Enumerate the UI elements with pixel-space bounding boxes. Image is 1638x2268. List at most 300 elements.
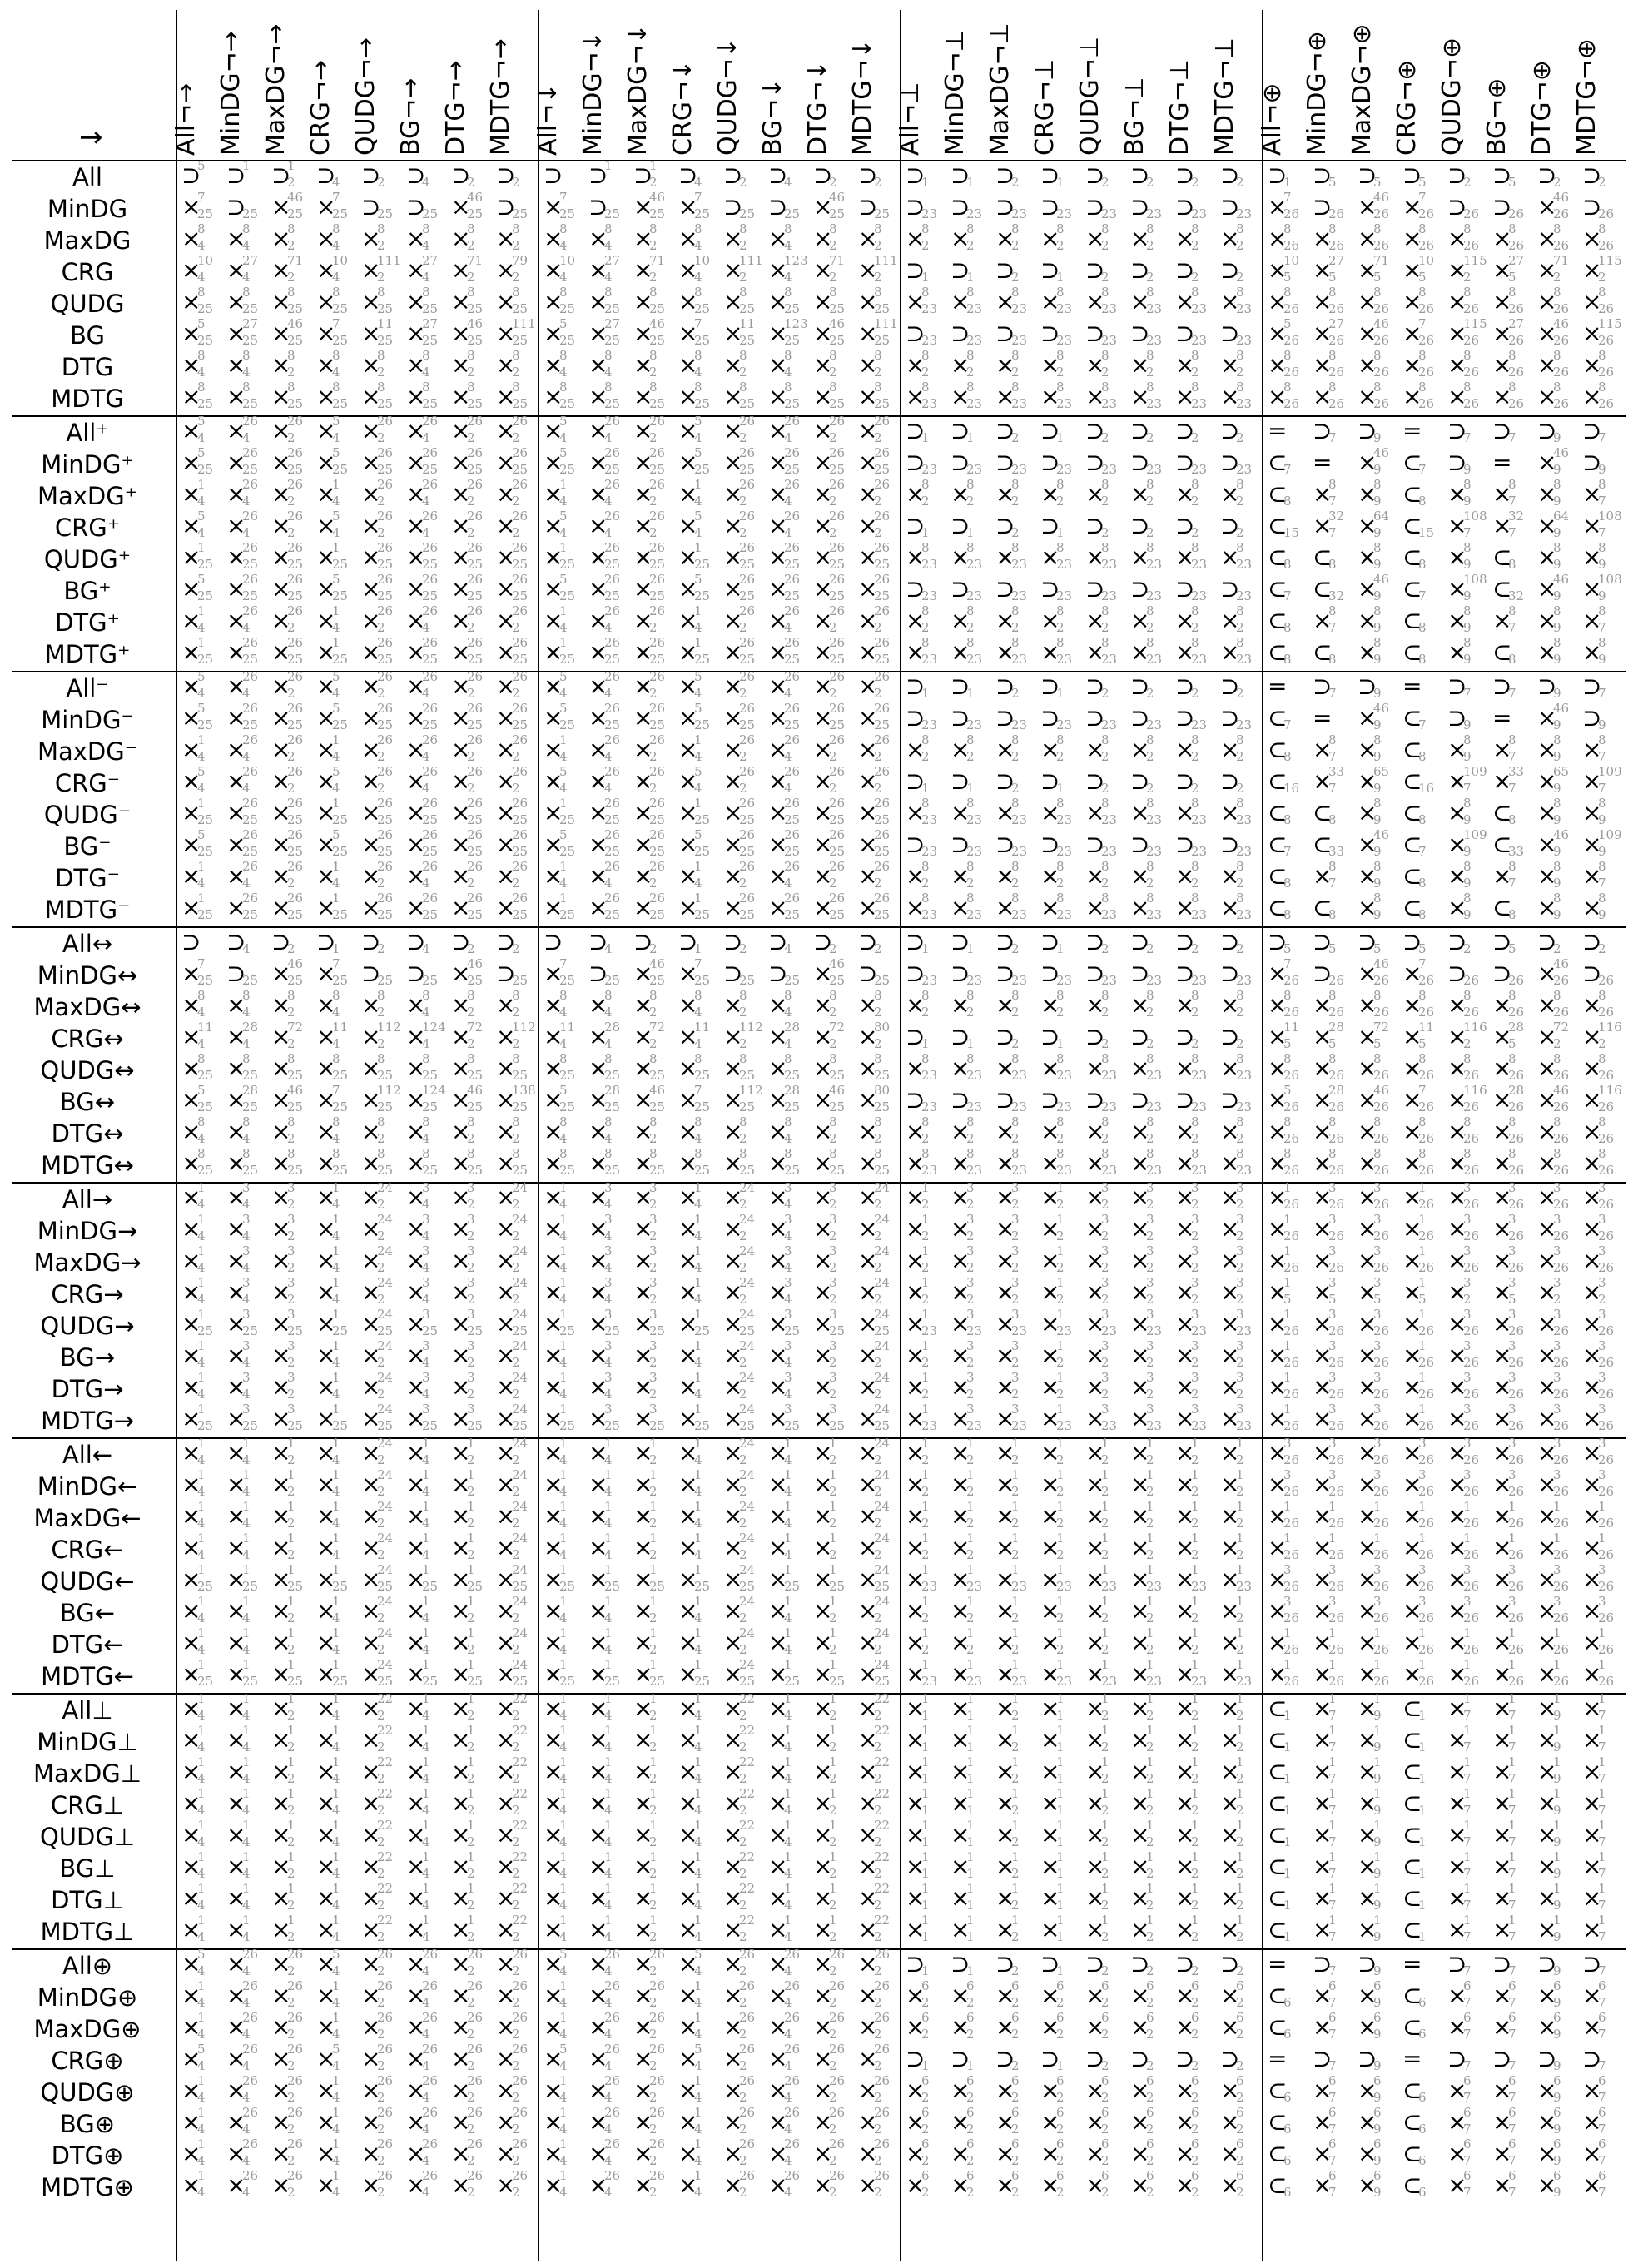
reference-subscript: 9 bbox=[1463, 719, 1472, 732]
relation-symbol: × bbox=[633, 1119, 653, 1144]
reference-subscript: 33 bbox=[1328, 846, 1344, 858]
reference-superscript: 3 bbox=[829, 1277, 837, 1289]
reference-subscript: 23 bbox=[1101, 975, 1117, 987]
relation-symbol: × bbox=[1358, 1407, 1377, 1432]
reference-subscript: 2 bbox=[739, 751, 747, 763]
reference-superscript: 26 bbox=[874, 447, 890, 459]
reference-subscript: 26 bbox=[1463, 1357, 1479, 1369]
relation-symbol: × bbox=[1040, 385, 1060, 409]
relation-symbol: × bbox=[1268, 321, 1287, 346]
relation-symbol: × bbox=[906, 608, 925, 633]
table-cell bbox=[359, 480, 402, 512]
reference-subscript: 4 bbox=[332, 751, 340, 763]
reference-subscript: 2 bbox=[512, 240, 520, 252]
reference-subscript: 25 bbox=[649, 1101, 665, 1114]
reference-subscript: 25 bbox=[197, 909, 213, 921]
relation-symbol: × bbox=[271, 737, 290, 762]
reference-superscript: 138 bbox=[512, 1084, 536, 1097]
reference-superscript: 3 bbox=[287, 1403, 295, 1416]
reference-superscript: 8 bbox=[467, 1053, 475, 1065]
relation-symbol: × bbox=[1537, 993, 1556, 1018]
reference-subscript: 5 bbox=[1373, 1293, 1382, 1306]
reference-subscript: 2 bbox=[1101, 1388, 1109, 1401]
relation-symbol: × bbox=[813, 419, 832, 444]
relation-symbol: × bbox=[858, 1407, 877, 1432]
reference-subscript: 25 bbox=[287, 814, 303, 826]
relation-symbol: × bbox=[1130, 1407, 1149, 1432]
reference-superscript: 10 bbox=[1283, 255, 1299, 267]
column-header bbox=[1128, 2, 1161, 156]
reference-subscript: 4 bbox=[197, 240, 206, 252]
reference-subscript: 25 bbox=[649, 1325, 665, 1337]
reference-subscript: 2 bbox=[1101, 1293, 1109, 1306]
reference-subscript: 4 bbox=[242, 687, 251, 700]
relation-symbol: × bbox=[633, 290, 653, 315]
reference-superscript: 3 bbox=[1598, 1340, 1606, 1352]
reference-superscript: 1 bbox=[559, 1277, 568, 1289]
reference-subscript: 23 bbox=[921, 846, 937, 858]
relation-symbol: × bbox=[858, 577, 877, 602]
table-cell bbox=[1265, 417, 1308, 449]
reference-superscript: 24 bbox=[512, 1245, 528, 1258]
relation-symbol: × bbox=[1537, 896, 1556, 921]
reference-superscript: 1 bbox=[287, 160, 295, 172]
table-cell bbox=[1038, 383, 1081, 414]
relation-symbol: × bbox=[678, 1280, 697, 1305]
relation-symbol: × bbox=[768, 1375, 787, 1400]
reference-subscript: 2 bbox=[377, 1038, 385, 1050]
reference-subscript: 26 bbox=[1463, 1325, 1479, 1337]
reference-subscript: 2 bbox=[1191, 687, 1199, 700]
relation-symbol: × bbox=[1582, 801, 1601, 826]
relation-symbol: × bbox=[1582, 640, 1601, 665]
table-cell bbox=[1310, 320, 1353, 351]
reference-subscript: 7 bbox=[1598, 782, 1606, 795]
reference-superscript: 3 bbox=[1191, 1372, 1199, 1384]
relation-symbol: ⊃ bbox=[361, 930, 380, 955]
relation-symbol: × bbox=[1582, 1343, 1601, 1368]
relation-symbol: × bbox=[858, 450, 877, 475]
reference-superscript: 26 bbox=[512, 829, 528, 841]
reference-superscript: 3 bbox=[1373, 1213, 1382, 1226]
reference-subscript: 2 bbox=[1056, 1388, 1065, 1401]
relation-symbol: × bbox=[1130, 1119, 1149, 1144]
reference-subscript: 2 bbox=[829, 1388, 837, 1401]
table-cell bbox=[404, 320, 447, 351]
reference-subscript: 25 bbox=[829, 909, 845, 921]
table-cell bbox=[269, 383, 312, 414]
reference-superscript: 26 bbox=[604, 702, 620, 715]
relation-symbol: × bbox=[588, 1088, 608, 1113]
reference-superscript: 26 bbox=[287, 637, 303, 649]
table-cell bbox=[224, 351, 267, 383]
reference-superscript: 3 bbox=[966, 1277, 975, 1289]
relation-symbol: × bbox=[1537, 1407, 1556, 1432]
reference-superscript: 8 bbox=[197, 1053, 206, 1065]
relation-symbol: ⊂ bbox=[1313, 832, 1332, 857]
relation-symbol: × bbox=[813, 832, 832, 857]
relation-symbol: × bbox=[1537, 353, 1556, 378]
table-cell bbox=[1083, 417, 1126, 449]
reference-superscript: 8 bbox=[1598, 1148, 1606, 1160]
relation-symbol: × bbox=[544, 993, 563, 1018]
reference-subscript: 4 bbox=[559, 527, 568, 539]
relation-symbol: ⊃ bbox=[406, 163, 425, 188]
table-cell bbox=[541, 320, 584, 351]
row-label: QUDG⁺ bbox=[0, 543, 175, 575]
reference-superscript: 8 bbox=[1236, 381, 1244, 394]
row-label: CRG↔ bbox=[0, 1023, 175, 1055]
column-header-label: DTG¬⊕ bbox=[1530, 60, 1555, 156]
relation-symbol: × bbox=[1085, 1185, 1104, 1210]
reference-superscript: 1 bbox=[694, 734, 702, 747]
reference-subscript: 2 bbox=[1146, 1133, 1154, 1145]
reference-superscript: 8 bbox=[512, 286, 520, 299]
reference-superscript: 8 bbox=[1101, 861, 1109, 873]
relation-symbol: × bbox=[1537, 1280, 1556, 1305]
relation-symbol: × bbox=[1358, 514, 1377, 538]
reference-subscript: 2 bbox=[649, 943, 658, 955]
relation-symbol: ⊃ bbox=[768, 930, 787, 955]
relation-symbol: ⊃ bbox=[1447, 706, 1467, 731]
relation-symbol: ⊃ bbox=[1582, 419, 1601, 444]
relation-symbol: × bbox=[451, 1407, 470, 1432]
reference-superscript: 33 bbox=[1508, 766, 1524, 778]
relation-symbol: × bbox=[1130, 896, 1149, 921]
reference-superscript: 26 bbox=[287, 702, 303, 715]
relation-symbol: × bbox=[1268, 195, 1287, 220]
reference-superscript: 26 bbox=[649, 542, 665, 554]
reference-superscript: 26 bbox=[287, 415, 303, 428]
relation-symbol: × bbox=[1582, 321, 1601, 346]
relation-symbol: ⊃ bbox=[1175, 930, 1194, 955]
reference-subscript: 2 bbox=[377, 782, 385, 795]
reference-superscript: 8 bbox=[874, 1053, 882, 1065]
reference-superscript: 5 bbox=[332, 702, 340, 715]
row-label: CRG⁺ bbox=[0, 512, 175, 543]
relation-symbol: × bbox=[633, 353, 653, 378]
reference-subscript: 4 bbox=[784, 527, 792, 539]
relation-symbol: ⊂ bbox=[1402, 514, 1422, 538]
relation-symbol: × bbox=[496, 1056, 515, 1081]
reference-subscript: 25 bbox=[377, 975, 393, 987]
reference-subscript: 2 bbox=[1056, 495, 1065, 508]
reference-subscript: 2 bbox=[1191, 432, 1199, 444]
reference-subscript: 4 bbox=[559, 1388, 568, 1401]
relation-symbol: × bbox=[1175, 1248, 1194, 1273]
relation-symbol: × bbox=[271, 993, 290, 1018]
relation-symbol: ⊃ bbox=[1220, 930, 1239, 955]
reference-subscript: 4 bbox=[242, 1388, 251, 1401]
relation-symbol: × bbox=[813, 769, 832, 794]
relation-symbol: × bbox=[951, 801, 970, 826]
table-cell bbox=[359, 449, 402, 480]
reference-superscript: 72 bbox=[1373, 1021, 1389, 1034]
table-cell bbox=[359, 417, 402, 449]
relation-symbol: × bbox=[271, 1343, 290, 1368]
relation-symbol: × bbox=[768, 1151, 787, 1176]
reference-subscript: 2 bbox=[1146, 240, 1154, 252]
column-header-label: BG¬→ bbox=[399, 77, 424, 156]
reference-subscript: 25 bbox=[377, 653, 393, 666]
reference-superscript: 8 bbox=[1598, 861, 1606, 873]
relation-symbol: × bbox=[361, 1025, 380, 1050]
relation-symbol: × bbox=[406, 1185, 425, 1210]
reference-subscript: 26 bbox=[1508, 1230, 1524, 1243]
reference-superscript: 46 bbox=[1373, 829, 1389, 841]
relation-symbol: × bbox=[226, 1151, 246, 1176]
relation-symbol: ⊂ bbox=[1402, 545, 1422, 570]
relation-symbol: × bbox=[226, 640, 246, 665]
relation-symbol: ⊃ bbox=[1492, 930, 1511, 955]
table-cell bbox=[1265, 480, 1308, 512]
reference-superscript: 3 bbox=[1101, 1340, 1109, 1352]
relation-symbol: × bbox=[496, 832, 515, 857]
relation-symbol: ⊃ bbox=[1220, 163, 1239, 188]
column-header-label: MinDG¬↓ bbox=[581, 31, 606, 156]
reference-superscript: 8 bbox=[921, 861, 930, 873]
relation-symbol: × bbox=[406, 1151, 425, 1176]
reference-superscript: 8 bbox=[287, 286, 295, 299]
reference-subscript: 26 bbox=[1328, 1069, 1344, 1082]
reference-superscript: 8 bbox=[242, 1053, 251, 1065]
table-cell bbox=[586, 256, 629, 288]
reference-superscript: 28 bbox=[242, 1021, 258, 1034]
reference-superscript: 8 bbox=[604, 223, 613, 236]
relation-symbol: × bbox=[316, 1185, 335, 1210]
reference-subscript: 25 bbox=[829, 1420, 845, 1432]
reference-superscript: 8 bbox=[649, 1116, 658, 1129]
reference-superscript: 71 bbox=[287, 255, 303, 267]
table-cell bbox=[993, 193, 1036, 225]
relation-symbol: × bbox=[678, 1088, 697, 1113]
reference-subscript: 25 bbox=[377, 558, 393, 571]
reference-superscript: 112 bbox=[512, 1021, 536, 1034]
table-cell bbox=[224, 256, 267, 288]
reference-subscript: 23 bbox=[966, 1325, 982, 1337]
reference-subscript: 2 bbox=[1011, 1133, 1020, 1145]
reference-subscript: 4 bbox=[422, 687, 430, 700]
reference-subscript: 23 bbox=[1011, 335, 1027, 347]
relation-symbol: × bbox=[181, 545, 201, 570]
reference-superscript: 8 bbox=[1101, 479, 1109, 491]
column-header-label: QUDG¬⊥ bbox=[1078, 37, 1103, 156]
reference-subscript: 5 bbox=[1373, 1038, 1382, 1050]
reference-subscript: 2 bbox=[739, 943, 747, 955]
reference-superscript: 115 bbox=[1598, 255, 1622, 267]
table-cell bbox=[1355, 256, 1398, 288]
reference-subscript: 23 bbox=[1236, 653, 1252, 666]
relation-symbol: × bbox=[1537, 1185, 1556, 1210]
reference-subscript: 9 bbox=[1373, 877, 1382, 890]
reference-subscript: 25 bbox=[467, 653, 483, 666]
reference-subscript: 25 bbox=[874, 208, 890, 221]
reference-subscript: 4 bbox=[422, 751, 430, 763]
reference-superscript: 8 bbox=[1011, 381, 1020, 394]
reference-superscript: 26 bbox=[784, 415, 800, 428]
relation-symbol: × bbox=[723, 1375, 742, 1400]
relation-symbol: × bbox=[406, 1441, 425, 1466]
reference-subscript: 25 bbox=[242, 846, 258, 858]
relation-symbol: ⊃ bbox=[1447, 674, 1467, 699]
reference-superscript: 3 bbox=[1463, 1182, 1472, 1194]
reference-subscript: 26 bbox=[1598, 1101, 1614, 1114]
reference-subscript: 25 bbox=[559, 1069, 575, 1082]
reference-subscript: 4 bbox=[604, 943, 613, 955]
reference-superscript: 28 bbox=[242, 1084, 258, 1097]
reference-superscript: 8 bbox=[1418, 1148, 1427, 1160]
relation-symbol: × bbox=[1537, 1119, 1556, 1144]
reference-subscript: 4 bbox=[559, 432, 568, 444]
reference-subscript: 23 bbox=[966, 208, 982, 221]
reference-subscript: 4 bbox=[559, 1293, 568, 1306]
relation-symbol: × bbox=[1175, 993, 1194, 1018]
table-cell bbox=[1265, 351, 1308, 383]
relation-symbol: ⊃ bbox=[1130, 163, 1149, 188]
reference-subscript: 25 bbox=[467, 558, 483, 571]
relation-symbol: ⊃ bbox=[1040, 195, 1060, 220]
reference-superscript: 8 bbox=[604, 381, 613, 394]
reference-superscript: 27 bbox=[242, 255, 258, 267]
reference-subscript: 2 bbox=[1598, 943, 1606, 955]
reference-superscript: 8 bbox=[1508, 861, 1516, 873]
table-cell bbox=[1355, 161, 1398, 193]
relation-symbol: ⊃ bbox=[678, 163, 697, 188]
reference-superscript: 26 bbox=[739, 702, 755, 715]
relation-symbol: × bbox=[544, 577, 563, 602]
table-cell bbox=[721, 449, 764, 480]
relation-symbol: × bbox=[271, 577, 290, 602]
relation-symbol: × bbox=[1268, 961, 1287, 986]
table-cell bbox=[1535, 417, 1578, 449]
table-cell bbox=[1128, 161, 1171, 193]
reference-superscript: 26 bbox=[829, 479, 845, 491]
reference-subscript: 2 bbox=[649, 527, 658, 539]
relation-symbol: × bbox=[271, 290, 290, 315]
reference-superscript: 8 bbox=[604, 1148, 613, 1160]
relation-symbol: ⊃ bbox=[1313, 961, 1332, 986]
column-header bbox=[903, 2, 936, 156]
reference-subscript: 26 bbox=[1553, 1101, 1569, 1114]
relation-symbol: ⊃ bbox=[361, 961, 380, 986]
reference-subscript: 4 bbox=[242, 1454, 251, 1467]
reference-subscript: 23 bbox=[1146, 398, 1162, 410]
relation-symbol: × bbox=[181, 1375, 201, 1400]
reference-subscript: 2 bbox=[377, 271, 385, 284]
relation-symbol: × bbox=[588, 801, 608, 826]
table-cell bbox=[314, 543, 357, 575]
row-label: QUDG→ bbox=[0, 1310, 175, 1342]
reference-superscript: 3 bbox=[242, 1245, 251, 1258]
relation-symbol: ⊃ bbox=[995, 419, 1015, 444]
reference-superscript: 10 bbox=[197, 255, 213, 267]
reference-subscript: 4 bbox=[242, 1133, 251, 1145]
reference-subscript: 26 bbox=[1598, 366, 1614, 379]
reference-subscript: 23 bbox=[1191, 1101, 1207, 1114]
relation-symbol: × bbox=[544, 706, 563, 731]
table-cell bbox=[494, 449, 537, 480]
table-cell bbox=[1310, 383, 1353, 414]
relation-symbol: × bbox=[181, 1407, 201, 1432]
reference-superscript: 26 bbox=[829, 829, 845, 841]
reference-subscript: 26 bbox=[1418, 398, 1434, 410]
reference-superscript: 26 bbox=[649, 766, 665, 778]
table-cell bbox=[224, 480, 267, 512]
table-cell bbox=[1218, 256, 1261, 288]
reference-superscript: 3 bbox=[1191, 1277, 1199, 1289]
relation-symbol: × bbox=[1402, 353, 1422, 378]
reference-subscript: 2 bbox=[1236, 1262, 1244, 1274]
reference-subscript: 25 bbox=[332, 719, 348, 732]
relation-symbol: × bbox=[361, 290, 380, 315]
row-label: DTG⁻ bbox=[0, 862, 175, 894]
reference-subscript: 25 bbox=[422, 846, 438, 858]
relation-symbol: × bbox=[906, 1280, 925, 1305]
reference-subscript: 4 bbox=[332, 432, 340, 444]
reference-superscript: 5 bbox=[694, 510, 702, 523]
relation-symbol: × bbox=[544, 1280, 563, 1305]
relation-symbol: ⊂ bbox=[1402, 769, 1422, 794]
table-cell bbox=[1128, 320, 1171, 351]
relation-symbol: × bbox=[1582, 577, 1601, 602]
relation-symbol: × bbox=[181, 419, 201, 444]
relation-symbol: × bbox=[544, 640, 563, 665]
row-label: QUDG↔ bbox=[0, 1055, 175, 1086]
table-cell bbox=[314, 449, 357, 480]
reference-subscript: 23 bbox=[1146, 303, 1162, 315]
relation-symbol: × bbox=[906, 1312, 925, 1337]
relation-symbol: × bbox=[406, 1248, 425, 1273]
relation-symbol: × bbox=[995, 1375, 1015, 1400]
reference-superscript: 26 bbox=[739, 447, 755, 459]
reference-superscript: 26 bbox=[739, 637, 755, 649]
column-header-label: All¬↓ bbox=[536, 83, 561, 156]
table-cell bbox=[1128, 417, 1171, 449]
reference-superscript: 5 bbox=[332, 447, 340, 459]
relation-symbol: × bbox=[1040, 1343, 1060, 1368]
table-cell bbox=[449, 543, 492, 575]
relation-symbol: ⊃ bbox=[858, 961, 877, 986]
reference-subscript: 26 bbox=[1508, 975, 1524, 987]
reference-subscript: 7 bbox=[1283, 590, 1292, 603]
relation-symbol: × bbox=[316, 1312, 335, 1337]
relation-symbol: × bbox=[995, 1343, 1015, 1368]
relation-symbol: × bbox=[226, 385, 246, 409]
reference-subscript: 25 bbox=[467, 814, 483, 826]
reference-subscript: 25 bbox=[422, 719, 438, 732]
reference-subscript: 7 bbox=[1508, 432, 1516, 444]
reference-subscript: 25 bbox=[242, 653, 258, 666]
relation-symbol: × bbox=[813, 608, 832, 633]
reference-superscript: 3 bbox=[1191, 1340, 1199, 1352]
reference-superscript: 26 bbox=[874, 573, 890, 586]
reference-subscript: 2 bbox=[287, 1357, 295, 1369]
reference-superscript: 26 bbox=[467, 637, 483, 649]
reference-subscript: 4 bbox=[197, 1454, 206, 1467]
reference-superscript: 26 bbox=[874, 637, 890, 649]
reference-subscript: 4 bbox=[694, 751, 702, 763]
table-cell bbox=[541, 256, 584, 288]
reference-subscript: 4 bbox=[422, 1199, 430, 1211]
reference-superscript: 8 bbox=[422, 223, 430, 236]
reference-subscript: 26 bbox=[1418, 1230, 1434, 1243]
reference-superscript: 8 bbox=[1056, 350, 1065, 362]
reference-subscript: 2 bbox=[377, 1230, 385, 1243]
reference-subscript: 4 bbox=[604, 782, 613, 795]
reference-superscript: 124 bbox=[422, 1021, 446, 1034]
reference-subscript: 25 bbox=[197, 1101, 213, 1114]
reference-subscript: 25 bbox=[784, 653, 800, 666]
